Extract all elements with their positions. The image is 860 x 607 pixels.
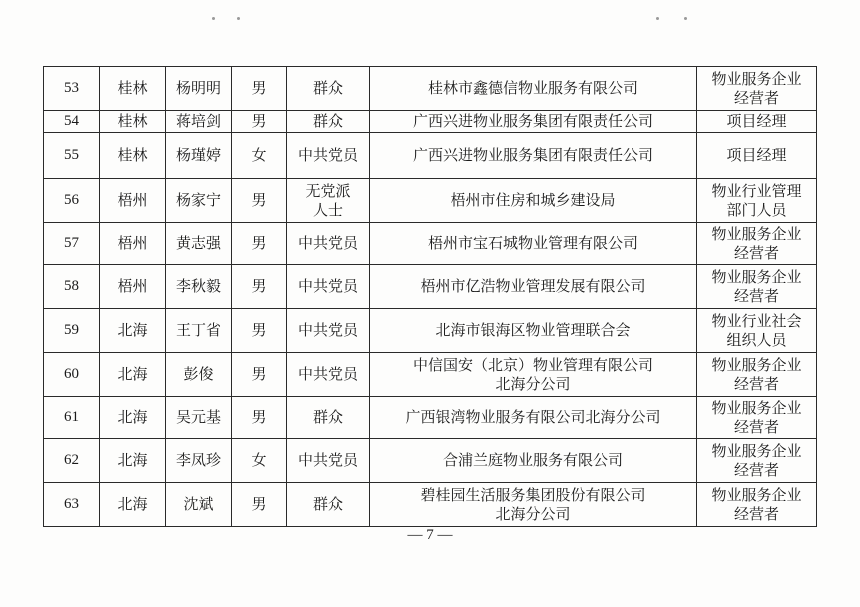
position-cell xyxy=(697,483,817,527)
gender-cell: 男 xyxy=(232,67,287,111)
position-cell-line: 经营者 xyxy=(733,417,779,436)
table-row xyxy=(44,133,817,179)
organization-cell-line: 广西银湾物业服务有限公司北海分公司 xyxy=(405,408,661,426)
row-number: 62 xyxy=(44,439,100,483)
position-cell-line: 物业行业管理 xyxy=(711,181,802,200)
city-cell: 北海 xyxy=(100,439,166,483)
position-cell xyxy=(697,397,817,439)
political-status-cell-line: 中共党员 xyxy=(297,146,358,164)
gender-cell: 女 xyxy=(232,133,287,179)
row-number: 63 xyxy=(44,483,100,527)
gender-cell: 男 xyxy=(232,223,287,265)
position-cell-line: 物业服务企业 xyxy=(711,267,802,286)
organization-cell xyxy=(370,223,697,265)
organization-cell-line: 梧州市住房和城乡建设局 xyxy=(450,191,616,209)
organization-cell xyxy=(370,67,697,111)
name-cell: 王丁省 xyxy=(166,309,232,353)
position-cell-line: 项目经理 xyxy=(726,146,787,164)
roster-body xyxy=(44,67,817,527)
row-number: 57 xyxy=(44,223,100,265)
city-cell: 桂林 xyxy=(100,67,166,111)
political-status-cell-line: 中共党员 xyxy=(297,451,358,469)
position-cell-line: 组织人员 xyxy=(726,330,787,349)
position-cell xyxy=(697,179,817,223)
organization-cell-line: 合浦兰庭物业服务有限公司 xyxy=(442,451,623,469)
position-cell-line: 物业行业社会 xyxy=(711,311,802,330)
position-cell-line: 经营者 xyxy=(733,504,779,523)
scan-speck xyxy=(684,17,687,20)
gender-cell: 女 xyxy=(232,439,287,483)
political-status-cell xyxy=(287,179,370,223)
political-status-cell xyxy=(287,397,370,439)
city-cell: 北海 xyxy=(100,353,166,397)
name-cell: 李秋毅 xyxy=(166,265,232,309)
organization-cell xyxy=(370,265,697,309)
position-cell-line: 物业服务企业 xyxy=(711,398,802,417)
political-status-cell-line: 人士 xyxy=(312,200,343,219)
position-cell xyxy=(697,223,817,265)
name-cell: 杨家宁 xyxy=(166,179,232,223)
position-cell xyxy=(697,265,817,309)
political-status-cell xyxy=(287,309,370,353)
scan-speck xyxy=(656,17,659,20)
row-number: 55 xyxy=(44,133,100,179)
row-number: 58 xyxy=(44,265,100,309)
table-row xyxy=(44,483,817,527)
political-status-cell-line: 群众 xyxy=(312,112,343,130)
organization-cell-line: 桂林市鑫德信物业服务有限公司 xyxy=(427,79,638,97)
position-cell-line: 项目经理 xyxy=(726,112,787,130)
position-cell-line: 经营者 xyxy=(733,88,779,107)
political-status-cell-line: 无党派 xyxy=(305,181,351,200)
organization-cell xyxy=(370,353,697,397)
row-number: 59 xyxy=(44,309,100,353)
gender-cell: 男 xyxy=(232,309,287,353)
organization-cell xyxy=(370,111,697,133)
name-cell: 杨瑾婷 xyxy=(166,133,232,179)
political-status-cell-line: 中共党员 xyxy=(297,234,358,252)
organization-cell-line: 广西兴进物业服务集团有限责任公司 xyxy=(412,146,653,164)
page-number: — 7 — xyxy=(407,527,453,543)
organization-cell-line: 碧桂园生活服务集团股份有限公司 xyxy=(420,485,646,504)
name-cell: 彭俊 xyxy=(166,353,232,397)
position-cell-line: 物业服务企业 xyxy=(711,69,802,88)
city-cell: 北海 xyxy=(100,397,166,439)
political-status-cell xyxy=(287,223,370,265)
political-status-cell xyxy=(287,67,370,111)
name-cell: 沈斌 xyxy=(166,483,232,527)
scan-speck xyxy=(237,17,240,20)
city-cell: 桂林 xyxy=(100,133,166,179)
table-row xyxy=(44,223,817,265)
city-cell: 梧州 xyxy=(100,179,166,223)
city-cell: 桂林 xyxy=(100,111,166,133)
row-number: 53 xyxy=(44,67,100,111)
position-cell-line: 部门人员 xyxy=(726,200,787,219)
roster-table xyxy=(43,66,817,527)
organization-cell xyxy=(370,439,697,483)
gender-cell: 男 xyxy=(232,265,287,309)
political-status-cell-line: 中共党员 xyxy=(297,321,358,339)
gender-cell: 男 xyxy=(232,353,287,397)
table-row xyxy=(44,353,817,397)
political-status-cell-line: 群众 xyxy=(312,79,343,97)
position-cell xyxy=(697,439,817,483)
position-cell-line: 经营者 xyxy=(733,374,779,393)
gender-cell: 男 xyxy=(232,179,287,223)
organization-cell-line: 北海分公司 xyxy=(495,504,571,523)
position-cell-line: 物业服务企业 xyxy=(711,224,802,243)
organization-cell xyxy=(370,309,697,353)
political-status-cell-line: 群众 xyxy=(312,495,343,513)
name-cell: 吴元基 xyxy=(166,397,232,439)
city-cell: 北海 xyxy=(100,309,166,353)
political-status-cell xyxy=(287,353,370,397)
name-cell: 杨明明 xyxy=(166,67,232,111)
city-cell: 北海 xyxy=(100,483,166,527)
table-row xyxy=(44,397,817,439)
table-row xyxy=(44,67,817,111)
position-cell xyxy=(697,353,817,397)
position-cell-line: 物业服务企业 xyxy=(711,441,802,460)
table-row xyxy=(44,309,817,353)
city-cell: 梧州 xyxy=(100,223,166,265)
political-status-cell-line: 中共党员 xyxy=(297,365,358,383)
table-row xyxy=(44,111,817,133)
political-status-cell xyxy=(287,265,370,309)
position-cell xyxy=(697,133,817,179)
organization-cell xyxy=(370,179,697,223)
name-cell: 蒋培剑 xyxy=(166,111,232,133)
name-cell: 李凤珍 xyxy=(166,439,232,483)
organization-cell xyxy=(370,397,697,439)
organization-cell xyxy=(370,133,697,179)
row-number: 56 xyxy=(44,179,100,223)
political-status-cell xyxy=(287,439,370,483)
organization-cell-line: 北海分公司 xyxy=(495,374,571,393)
political-status-cell xyxy=(287,483,370,527)
scan-speck xyxy=(212,17,215,20)
position-cell-line: 经营者 xyxy=(733,286,779,305)
row-number: 54 xyxy=(44,111,100,133)
city-cell: 梧州 xyxy=(100,265,166,309)
political-status-cell xyxy=(287,133,370,179)
political-status-cell-line: 中共党员 xyxy=(297,277,358,295)
table-row xyxy=(44,439,817,483)
position-cell-line: 物业服务企业 xyxy=(711,355,802,374)
gender-cell: 男 xyxy=(232,111,287,133)
position-cell xyxy=(697,111,817,133)
political-status-cell xyxy=(287,111,370,133)
name-cell: 黄志强 xyxy=(166,223,232,265)
position-cell xyxy=(697,309,817,353)
row-number: 60 xyxy=(44,353,100,397)
position-cell xyxy=(697,67,817,111)
gender-cell: 男 xyxy=(232,483,287,527)
gender-cell: 男 xyxy=(232,397,287,439)
political-status-cell-line: 群众 xyxy=(312,408,343,426)
organization-cell-line: 中信国安（北京）物业管理有限公司 xyxy=(412,355,653,374)
position-cell-line: 物业服务企业 xyxy=(711,485,802,504)
table-row xyxy=(44,179,817,223)
position-cell-line: 经营者 xyxy=(733,460,779,479)
organization-cell-line: 广西兴进物业服务集团有限责任公司 xyxy=(412,112,653,130)
position-cell-line: 经营者 xyxy=(733,243,779,262)
table-row xyxy=(44,265,817,309)
row-number: 61 xyxy=(44,397,100,439)
organization-cell-line: 梧州市宝石城物业管理有限公司 xyxy=(427,234,638,252)
organization-cell-line: 北海市银海区物业管理联合会 xyxy=(435,321,631,339)
organization-cell-line: 梧州市亿浩物业管理发展有限公司 xyxy=(420,277,646,295)
organization-cell xyxy=(370,483,697,527)
